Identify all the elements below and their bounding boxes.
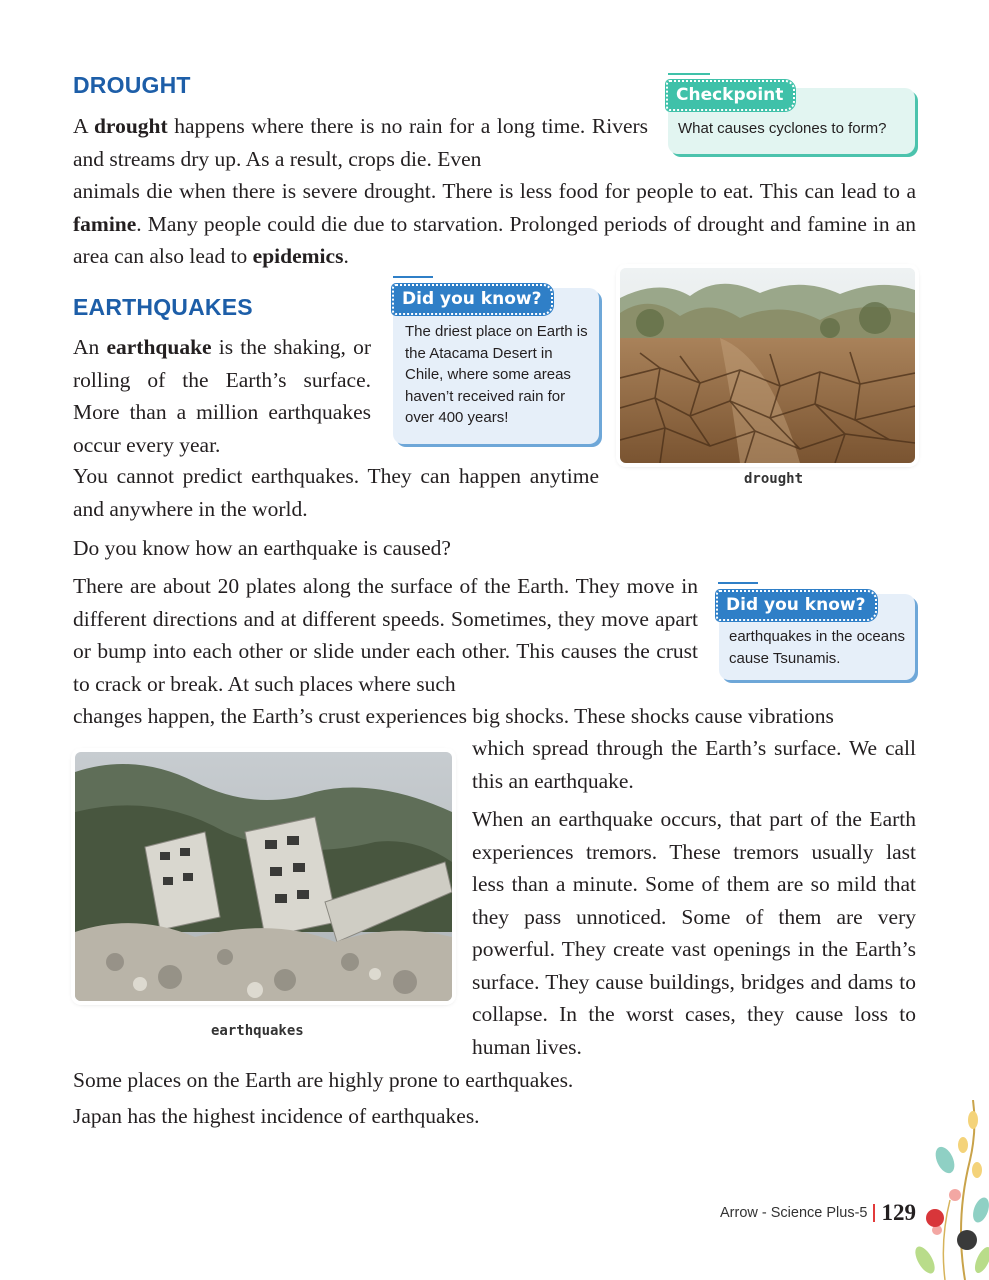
- drought-paragraph-rest: [73, 175, 916, 273]
- earthquake-image: [75, 752, 452, 1001]
- drought-heading: DROUGHT: [73, 72, 191, 98]
- text-run: animals die when there is severe drought. There is less food for people to eat. This can lead to a: [73, 179, 916, 203]
- term-drought: drought: [93, 114, 168, 138]
- earthquake-photo: [75, 752, 452, 1001]
- drought-image: [620, 268, 915, 463]
- did-you-know-text-2: earthquakes in the oceans cause Tsunamis.: [729, 628, 905, 667]
- text-run: A: [73, 114, 94, 138]
- term-famine: famine: [73, 211, 137, 236]
- earthquakes-paragraph-1-continued: You cannot predict earthquakes. They can happen anytime and anywhere in the world.: [73, 464, 599, 521]
- checkpoint-tag: Checkpoint: [666, 80, 795, 111]
- term-epidemics: epidemics: [252, 244, 344, 268]
- earthquakes-heading: EARTHQUAKES: [73, 294, 253, 320]
- did-you-know-tag-1: Did you know?: [392, 284, 553, 315]
- text-run: . Many people could die due to starvation. Prolonged periods of drought and famine in an area can also lead to: [73, 211, 916, 268]
- page-footer: [720, 1200, 916, 1226]
- text-run: .: [343, 244, 349, 268]
- term-earthquake: earthquake: [106, 335, 212, 359]
- did-you-know-tag-2: Did you know?: [716, 590, 877, 621]
- footer-divider: [873, 1204, 875, 1222]
- earthquakes-paragraph-3-right: which spread through the Earth’s surface. We call this an earthquake.: [472, 736, 916, 793]
- earthquakes-paragraph-6: Japan has the highest incidence of earthquakes.: [73, 1104, 480, 1128]
- page-number: 129: [881, 1200, 916, 1225]
- footer-book-title: Arrow - Science Plus-5: [720, 1205, 868, 1221]
- earthquakes-paragraph-3-top: There are about 20 plates along the surface of the Earth. They move in different directions and at different speeds. Sometimes, they move apart or bump into each other or slide under each other. This causes the crust to crack or break. At such places where such: [73, 574, 698, 696]
- earthquake-caption: earthquakes: [211, 1023, 304, 1039]
- text-run: Rivers and streams dry up. As a result, crops die. Even: [73, 114, 649, 171]
- did-you-know-tag-line-1: [393, 276, 433, 278]
- did-you-know-text-1: The driest place on Earth is the Atacama Desert in Chile, where some areas haven’t received rain for over 400 years!: [405, 323, 588, 426]
- earthquakes-paragraph-4: When an earthquake occurs, that part of the Earth experiences tremors. These tremors usually last less than a minute. Some of them are so mild that they pass unnoticed. Some of them are very powerful. They create vast openings in the Earth’s surface. They cause buildings, bridges and dams to collapse. In the worst cases, they cause loss to human lives.: [472, 807, 916, 1059]
- text-run: is the shaking, or rolling of the Earth’s surface. More than a million earthquakes occur every year.: [73, 335, 372, 457]
- drought-caption: drought: [744, 471, 804, 487]
- earthquakes-paragraph-1: [73, 331, 371, 461]
- floral-decoration-icon: [915, 1100, 989, 1280]
- checkpoint-text: What causes cyclones to form?: [678, 120, 887, 137]
- earthquakes-paragraph-2: Do you know how an earthquake is caused?: [73, 536, 451, 560]
- earthquakes-paragraph-3-full: changes happen, the Earth’s crust experiences big shocks. These shocks cause vibrations: [73, 704, 834, 728]
- text-run: happens where there is no rain for a long time.: [167, 114, 586, 138]
- earthquakes-paragraph-5: Some places on the Earth are highly prone to earthquakes.: [73, 1068, 574, 1092]
- drought-photo: [620, 268, 915, 463]
- did-you-know-tag-line-2: [718, 582, 758, 584]
- text-run: An: [73, 335, 107, 359]
- checkpoint-tag-line: [668, 73, 710, 75]
- drought-paragraph-top: [73, 110, 648, 175]
